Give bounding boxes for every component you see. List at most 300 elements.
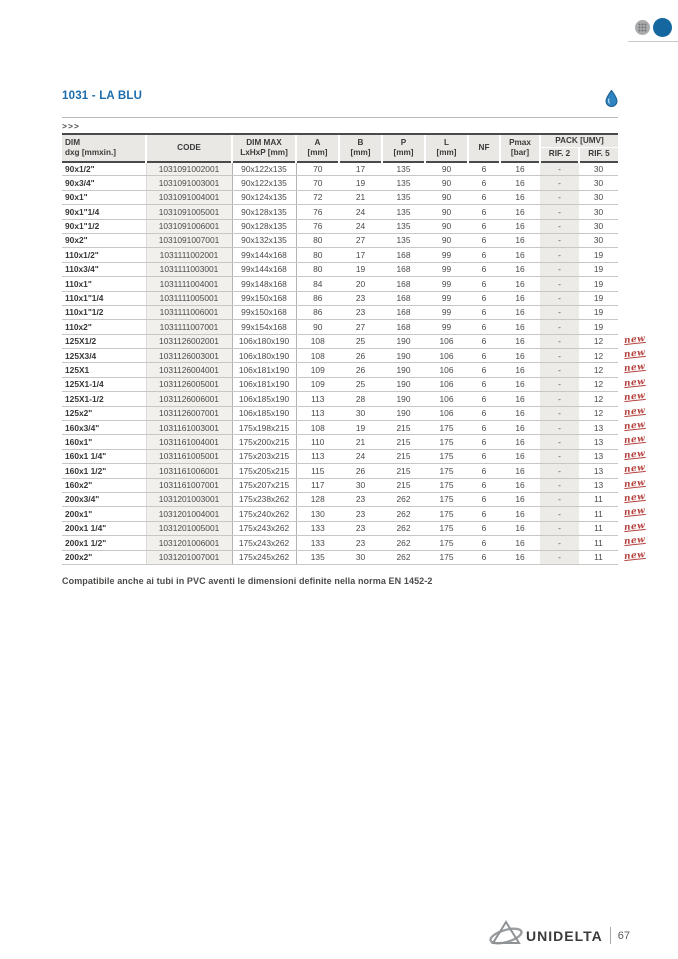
cell-b: 27 xyxy=(339,320,382,334)
cell-p: 168 xyxy=(382,262,425,276)
cell-code: 1031091005001 xyxy=(146,205,232,219)
cell-nf: 6 xyxy=(468,248,500,262)
cell-nf: 6 xyxy=(468,478,500,492)
cell-dim: 200x2" xyxy=(62,550,146,564)
cell-nf: 6 xyxy=(468,377,500,391)
cell-dim: 125X1/2 xyxy=(62,334,146,348)
cell-p: 215 xyxy=(382,464,425,478)
cell-l: 106 xyxy=(425,406,468,420)
cell-pmax: 16 xyxy=(500,176,540,190)
cell-nf: 6 xyxy=(468,176,500,190)
cell-rif2: - xyxy=(540,262,579,276)
cell-b: 17 xyxy=(339,248,382,262)
cell-a: 110 xyxy=(296,435,339,449)
cell-rif5: 30 xyxy=(579,219,618,233)
cell-rif5: 19 xyxy=(579,291,618,305)
cell-rif2: - xyxy=(540,219,579,233)
cell-rif2: - xyxy=(540,320,579,334)
cell-a: 117 xyxy=(296,478,339,492)
cell-l: 106 xyxy=(425,349,468,363)
cell-dim: 160x1" xyxy=(62,435,146,449)
cell-dim: 110x1"1/4 xyxy=(62,291,146,305)
cell-nf: 6 xyxy=(468,320,500,334)
cell-p: 190 xyxy=(382,363,425,377)
cell-rif5: 11 new xyxy=(579,536,618,550)
blue-dot-icon xyxy=(653,18,672,37)
header-l: L [mm] xyxy=(425,134,468,162)
title-divider xyxy=(62,117,618,118)
new-annotation: new xyxy=(623,391,646,404)
new-annotation: new xyxy=(623,405,646,418)
cell-code: 1031111007001 xyxy=(146,320,232,334)
cell-rif5: 11 new xyxy=(579,550,618,564)
cell-p: 262 xyxy=(382,550,425,564)
cell-rif2: - xyxy=(540,464,579,478)
cell-rif5: 13 new xyxy=(579,464,618,478)
cell-p: 168 xyxy=(382,291,425,305)
cell-dim: 90x1" xyxy=(62,190,146,204)
new-annotation: new xyxy=(623,463,646,476)
cell-code: 1031201007001 xyxy=(146,550,232,564)
table-row xyxy=(62,492,618,506)
cell-pmax: 16 xyxy=(500,349,540,363)
cell-pmax: 16 xyxy=(500,190,540,204)
cell-rif5: 19 xyxy=(579,262,618,276)
cell-dim-max: 90x132x135 xyxy=(232,233,296,247)
cell-nf: 6 xyxy=(468,435,500,449)
cell-p: 135 xyxy=(382,233,425,247)
cell-rif2: - xyxy=(540,233,579,247)
cell-nf: 6 xyxy=(468,363,500,377)
cell-p: 215 xyxy=(382,478,425,492)
cell-a: 76 xyxy=(296,205,339,219)
cell-pmax: 16 xyxy=(500,392,540,406)
table-row xyxy=(62,421,618,435)
cell-a: 86 xyxy=(296,305,339,319)
cell-nf: 6 xyxy=(468,162,500,176)
header-p: P [mm] xyxy=(382,134,425,162)
compatibility-note: Compatibile anche ai tubi in PVC aventi le dimensioni definite nella norma EN 1452-2 xyxy=(62,575,433,586)
header-pmax: Pmax [bar] xyxy=(500,134,540,162)
cell-a: 80 xyxy=(296,262,339,276)
cell-code: 1031161007001 xyxy=(146,478,232,492)
cell-dim: 200x1 1/2" xyxy=(62,536,146,550)
cell-dim: 125x2" xyxy=(62,406,146,420)
cell-rif2: - xyxy=(540,478,579,492)
cell-rif5: 13 new xyxy=(579,421,618,435)
cell-dim-max: 99x144x168 xyxy=(232,248,296,262)
cell-code: 1031126004001 xyxy=(146,363,232,377)
cell-b: 30 xyxy=(339,478,382,492)
cell-nf: 6 xyxy=(468,262,500,276)
cell-b: 23 xyxy=(339,492,382,506)
cell-pmax: 16 xyxy=(500,492,540,506)
header-nf: NF xyxy=(468,134,500,162)
cell-b: 19 xyxy=(339,176,382,190)
cell-code: 1031126002001 xyxy=(146,334,232,348)
cell-nf: 6 xyxy=(468,406,500,420)
cell-dim-max: 106x180x190 xyxy=(232,349,296,363)
cell-rif2: - xyxy=(540,550,579,564)
cell-a: 80 xyxy=(296,248,339,262)
new-annotation: new xyxy=(623,535,646,548)
cell-code: 1031111002001 xyxy=(146,248,232,262)
cell-b: 30 xyxy=(339,550,382,564)
cell-nf: 6 xyxy=(468,449,500,463)
cell-l: 175 xyxy=(425,492,468,506)
cell-pmax: 16 xyxy=(500,320,540,334)
cell-rif2: - xyxy=(540,291,579,305)
cell-pmax: 16 xyxy=(500,507,540,521)
new-annotation: new xyxy=(623,520,646,533)
table-row xyxy=(62,176,618,190)
cell-code: 1031126006001 xyxy=(146,392,232,406)
table-row xyxy=(62,233,618,247)
new-annotation: new xyxy=(623,362,646,375)
cell-dim: 110x1/2" xyxy=(62,248,146,262)
cell-rif5: 30 xyxy=(579,162,618,176)
cell-b: 27 xyxy=(339,233,382,247)
cell-b: 17 xyxy=(339,162,382,176)
cell-l: 106 xyxy=(425,377,468,391)
cell-rif2: - xyxy=(540,176,579,190)
cell-p: 168 xyxy=(382,277,425,291)
cell-rif5: 12 new xyxy=(579,363,618,377)
cell-b: 21 xyxy=(339,435,382,449)
cell-rif5: 13 new xyxy=(579,478,618,492)
table-row xyxy=(62,377,618,391)
dot-grid-icon xyxy=(635,20,650,35)
cell-rif5: 11 new xyxy=(579,507,618,521)
cell-b: 21 xyxy=(339,190,382,204)
cell-p: 262 xyxy=(382,507,425,521)
cell-dim-max: 106x180x190 xyxy=(232,334,296,348)
table-row xyxy=(62,349,618,363)
cell-p: 135 xyxy=(382,190,425,204)
cell-b: 26 xyxy=(339,464,382,478)
cell-pmax: 16 xyxy=(500,377,540,391)
cell-dim-max: 175x245x262 xyxy=(232,550,296,564)
cell-code: 1031091007001 xyxy=(146,233,232,247)
cell-dim-max: 99x150x168 xyxy=(232,305,296,319)
cell-p: 215 xyxy=(382,421,425,435)
cell-nf: 6 xyxy=(468,492,500,506)
cell-a: 70 xyxy=(296,176,339,190)
cell-code: 1031111003001 xyxy=(146,262,232,276)
cell-pmax: 16 xyxy=(500,464,540,478)
cell-dim: 90x3/4" xyxy=(62,176,146,190)
cell-b: 23 xyxy=(339,305,382,319)
cell-l: 99 xyxy=(425,305,468,319)
cell-dim: 90x2" xyxy=(62,233,146,247)
table-row xyxy=(62,320,618,334)
cell-b: 26 xyxy=(339,363,382,377)
cell-rif2: - xyxy=(540,305,579,319)
cell-nf: 6 xyxy=(468,349,500,363)
cell-a: 115 xyxy=(296,464,339,478)
cell-l: 175 xyxy=(425,449,468,463)
cell-dim-max: 99x148x168 xyxy=(232,277,296,291)
cell-rif2: - xyxy=(540,377,579,391)
cell-nf: 6 xyxy=(468,190,500,204)
cell-a: 108 xyxy=(296,421,339,435)
cell-code: 1031161003001 xyxy=(146,421,232,435)
cell-nf: 6 xyxy=(468,392,500,406)
cell-rif2: - xyxy=(540,277,579,291)
cell-p: 168 xyxy=(382,320,425,334)
header-dim: DIM dxg [mmxin.] xyxy=(62,134,146,162)
cell-pmax: 16 xyxy=(500,334,540,348)
cell-a: 72 xyxy=(296,190,339,204)
cell-dim-max: 175x243x262 xyxy=(232,521,296,535)
cell-pmax: 16 xyxy=(500,262,540,276)
cell-code: 1031091002001 xyxy=(146,162,232,176)
cell-dim: 160x2" xyxy=(62,478,146,492)
table-row xyxy=(62,162,618,176)
cell-dim-max: 175x198x215 xyxy=(232,421,296,435)
cell-dim-max: 90x124x135 xyxy=(232,190,296,204)
cell-l: 99 xyxy=(425,277,468,291)
cell-rif2: - xyxy=(540,162,579,176)
table-row xyxy=(62,507,618,521)
table-row xyxy=(62,248,618,262)
cell-code: 1031111005001 xyxy=(146,291,232,305)
table-row xyxy=(62,305,618,319)
table-row xyxy=(62,521,618,535)
cell-p: 190 xyxy=(382,392,425,406)
table-row xyxy=(62,262,618,276)
table-row xyxy=(62,277,618,291)
cell-code: 1031161006001 xyxy=(146,464,232,478)
more-marker: >>> xyxy=(62,121,80,131)
cell-l: 106 xyxy=(425,392,468,406)
cell-dim: 160x1 1/4" xyxy=(62,449,146,463)
cell-rif2: - xyxy=(540,449,579,463)
cell-pmax: 16 xyxy=(500,478,540,492)
cell-b: 19 xyxy=(339,421,382,435)
cell-p: 262 xyxy=(382,536,425,550)
corner-icons xyxy=(635,18,672,37)
cell-p: 168 xyxy=(382,248,425,262)
cell-nf: 6 xyxy=(468,334,500,348)
cell-p: 190 xyxy=(382,377,425,391)
cell-pmax: 16 xyxy=(500,406,540,420)
cell-l: 90 xyxy=(425,190,468,204)
main-content xyxy=(62,90,646,586)
cell-code: 1031201005001 xyxy=(146,521,232,535)
table-row xyxy=(62,464,618,478)
cell-dim-max: 175x205x215 xyxy=(232,464,296,478)
cell-dim-max: 99x150x168 xyxy=(232,291,296,305)
cell-rif2: - xyxy=(540,435,579,449)
table-row xyxy=(62,205,618,219)
cell-nf: 6 xyxy=(468,421,500,435)
cell-pmax: 16 xyxy=(500,162,540,176)
brand-name: UNIDELTA xyxy=(526,927,603,944)
cell-p: 135 xyxy=(382,219,425,233)
cell-rif5: 12 new xyxy=(579,377,618,391)
cell-dim-max: 106x181x190 xyxy=(232,363,296,377)
cell-pmax: 16 xyxy=(500,550,540,564)
cell-nf: 6 xyxy=(468,205,500,219)
cell-p: 135 xyxy=(382,162,425,176)
cell-rif5: 11 new xyxy=(579,521,618,535)
cell-b: 25 xyxy=(339,334,382,348)
cell-dim-max: 106x185x190 xyxy=(232,392,296,406)
table-row xyxy=(62,550,618,564)
cell-b: 24 xyxy=(339,205,382,219)
page-title: 1031 - LA BLU xyxy=(62,90,143,102)
cell-p: 135 xyxy=(382,176,425,190)
table-header xyxy=(62,134,618,162)
cell-p: 135 xyxy=(382,205,425,219)
table-row xyxy=(62,536,618,550)
cell-pmax: 16 xyxy=(500,277,540,291)
cell-rif2: - xyxy=(540,334,579,348)
cell-dim-max: 99x154x168 xyxy=(232,320,296,334)
brand-logo xyxy=(488,920,603,951)
page-number: 67 xyxy=(617,929,630,942)
cell-dim: 125X1-1/2 xyxy=(62,392,146,406)
table-row xyxy=(62,392,618,406)
cell-dim: 125X1-1/4 xyxy=(62,377,146,391)
header-pack: PACK [UMV] xyxy=(540,134,618,148)
cell-dim-max: 99x144x168 xyxy=(232,262,296,276)
cell-pmax: 16 xyxy=(500,291,540,305)
cell-dim-max: 175x207x215 xyxy=(232,478,296,492)
cell-dim: 110x3/4" xyxy=(62,262,146,276)
table-row xyxy=(62,334,618,348)
table-row xyxy=(62,291,618,305)
cell-dim: 110x1"1/2 xyxy=(62,305,146,319)
cell-rif5: 30 xyxy=(579,176,618,190)
header-a: A [mm] xyxy=(296,134,339,162)
cell-rif2: - xyxy=(540,248,579,262)
cell-l: 175 xyxy=(425,421,468,435)
new-annotation: new xyxy=(623,491,646,505)
cell-code: 1031126007001 xyxy=(146,406,232,420)
cell-b: 28 xyxy=(339,392,382,406)
new-annotation: new xyxy=(623,506,646,519)
table-row xyxy=(62,363,618,377)
cell-l: 175 xyxy=(425,536,468,550)
footer-divider xyxy=(610,927,611,944)
cell-rif2: - xyxy=(540,392,579,406)
cell-nf: 6 xyxy=(468,219,500,233)
header-b: B [mm] xyxy=(339,134,382,162)
header-code: CODE xyxy=(146,134,232,162)
cell-dim-max: 175x238x262 xyxy=(232,492,296,506)
cell-pmax: 16 xyxy=(500,219,540,233)
cell-rif2: - xyxy=(540,205,579,219)
cell-l: 90 xyxy=(425,176,468,190)
cell-dim: 200x3/4" xyxy=(62,492,146,506)
cell-b: 23 xyxy=(339,521,382,535)
cell-code: 1031091003001 xyxy=(146,176,232,190)
product-table xyxy=(62,133,646,565)
cell-a: 70 xyxy=(296,162,339,176)
cell-rif5: 13 new xyxy=(579,435,618,449)
cell-dim-max: 106x185x190 xyxy=(232,406,296,420)
cell-pmax: 16 xyxy=(500,248,540,262)
cell-l: 90 xyxy=(425,205,468,219)
cell-a: 109 xyxy=(296,363,339,377)
cell-dim: 90x1"1/4 xyxy=(62,205,146,219)
cell-a: 109 xyxy=(296,377,339,391)
cell-dim-max: 175x203x215 xyxy=(232,449,296,463)
cell-b: 30 xyxy=(339,406,382,420)
new-annotation: new xyxy=(623,333,646,346)
cell-rif5: 30 xyxy=(579,233,618,247)
cell-l: 175 xyxy=(425,507,468,521)
table-row xyxy=(62,406,618,420)
cell-rif2: - xyxy=(540,349,579,363)
cell-dim: 90x1"1/2 xyxy=(62,219,146,233)
cell-l: 175 xyxy=(425,435,468,449)
new-annotation: new xyxy=(623,347,646,361)
new-annotation: new xyxy=(623,434,646,447)
cell-dim-max: 106x181x190 xyxy=(232,377,296,391)
cell-p: 190 xyxy=(382,334,425,348)
cell-rif5: 19 xyxy=(579,248,618,262)
cell-a: 133 xyxy=(296,536,339,550)
cell-dim: 110x2" xyxy=(62,320,146,334)
cell-p: 190 xyxy=(382,406,425,420)
cell-dim-max: 90x128x135 xyxy=(232,219,296,233)
cell-code: 1031126003001 xyxy=(146,349,232,363)
cell-l: 175 xyxy=(425,550,468,564)
cell-l: 175 xyxy=(425,478,468,492)
header-rif2: RIF. 2 xyxy=(540,148,579,162)
cell-b: 20 xyxy=(339,277,382,291)
cell-a: 84 xyxy=(296,277,339,291)
cell-b: 25 xyxy=(339,377,382,391)
header-rif5: RIF. 5 xyxy=(579,148,618,162)
cell-dim: 90x1/2" xyxy=(62,162,146,176)
cell-nf: 6 xyxy=(468,507,500,521)
cell-rif5: 30 xyxy=(579,190,618,204)
cell-pmax: 16 xyxy=(500,233,540,247)
cell-l: 90 xyxy=(425,233,468,247)
cell-nf: 6 xyxy=(468,536,500,550)
cell-p: 215 xyxy=(382,449,425,463)
cell-l: 106 xyxy=(425,363,468,377)
cell-a: 90 xyxy=(296,320,339,334)
cell-b: 23 xyxy=(339,536,382,550)
table-row xyxy=(62,449,618,463)
cell-b: 26 xyxy=(339,349,382,363)
cell-nf: 6 xyxy=(468,550,500,564)
cell-rif2: - xyxy=(540,363,579,377)
cell-code: 1031201006001 xyxy=(146,536,232,550)
cell-rif5: 19 xyxy=(579,320,618,334)
new-annotation: new xyxy=(623,419,646,433)
cell-nf: 6 xyxy=(468,233,500,247)
cell-rif5: 12 new xyxy=(579,406,618,420)
cell-a: 113 xyxy=(296,406,339,420)
cell-b: 23 xyxy=(339,507,382,521)
cell-rif2: - xyxy=(540,406,579,420)
cell-dim: 200x1 1/4" xyxy=(62,521,146,535)
new-annotation: new xyxy=(623,549,646,562)
cell-rif2: - xyxy=(540,492,579,506)
cell-pmax: 16 xyxy=(500,536,540,550)
cell-l: 90 xyxy=(425,162,468,176)
cell-rif5: 12 new xyxy=(579,392,618,406)
cell-code: 1031161004001 xyxy=(146,435,232,449)
table-row xyxy=(62,435,618,449)
cell-dim-max: 90x122x135 xyxy=(232,162,296,176)
